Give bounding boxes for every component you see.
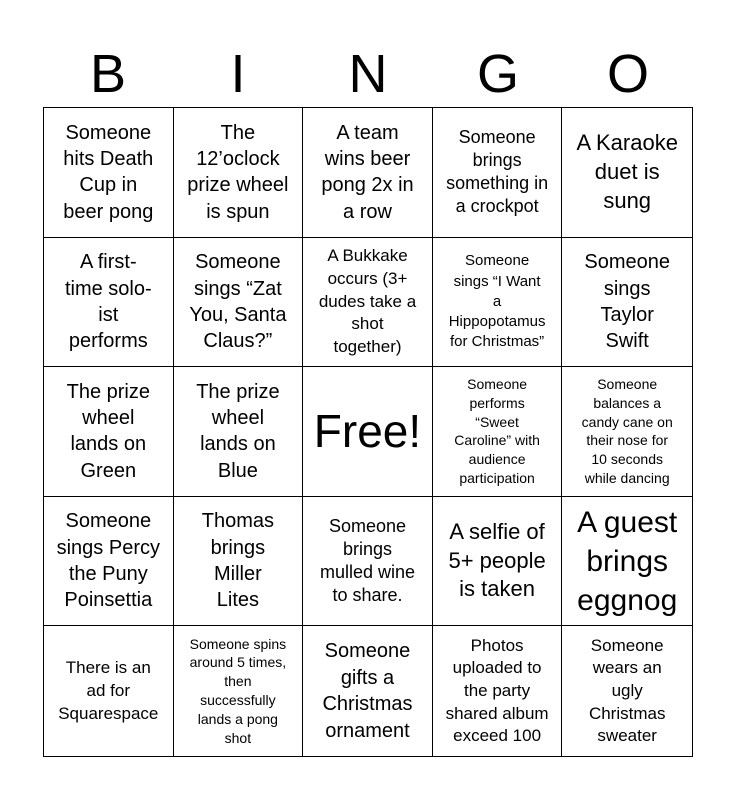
bingo-cell-text: Thomas brings Miller Lites (201, 510, 275, 612)
bingo-cell-text: A Karaoke duet is sung (576, 130, 678, 213)
bingo-header (43, 40, 693, 108)
bingo-board (43, 107, 693, 757)
bingo-cell-text: A guest brings eggnog (577, 505, 678, 617)
bingo-cell-text: Someone balances a candy cane on their nose for 10 seconds while dancing (581, 375, 673, 487)
header-letter-n: N (348, 44, 388, 104)
bingo-cell[interactable] (303, 108, 433, 238)
bingo-cell-text: Someone brings mulled wine to share. (319, 516, 416, 606)
bingo-cell-text: Someone hits Death Cup in beer pong (63, 121, 154, 223)
bingo-cell[interactable] (433, 626, 563, 756)
bingo-cell[interactable] (44, 108, 174, 238)
bingo-cell-text: The prize wheel lands on Blue (196, 380, 280, 482)
bingo-cell-text: There is an ad for Squarespace (58, 658, 159, 723)
header-letter-g: G (476, 44, 519, 104)
bingo-cell[interactable] (433, 108, 563, 238)
bingo-cell[interactable] (44, 238, 174, 368)
bingo-cell[interactable] (562, 626, 692, 756)
bingo-cell-text: Someone sings “I Want a Hippopotamus for Christmas” (448, 252, 546, 351)
bingo-cell[interactable] (562, 238, 692, 368)
bingo-cell-text: Someone sings “Zat You, Santa Claus?” (189, 251, 287, 353)
bingo-cell-text: Someone spins around 5 times, then successfully lands a pong shot (189, 635, 287, 746)
bingo-cell-text: Someone brings something in a crockpot (446, 127, 549, 217)
bingo-cell-text: A first- time solo- ist performs (64, 251, 152, 353)
bingo-cell-text: Someone sings Taylor Swift (584, 251, 670, 353)
bingo-cell-text: A Bukkake occurs (3+ dudes take a shot together) (318, 246, 417, 356)
bingo-cell[interactable] (174, 626, 304, 756)
bingo-cell[interactable] (562, 108, 692, 238)
bingo-cell[interactable] (433, 238, 563, 368)
bingo-cell[interactable] (303, 497, 433, 627)
bingo-cell[interactable] (44, 626, 174, 756)
header-letter-b: B (89, 44, 127, 104)
bingo-cell-text: Someone wears an ugly Christmas sweater (588, 635, 666, 746)
bingo-cell[interactable] (174, 367, 304, 497)
bingo-cell-text: A team wins beer pong 2x in a row (321, 121, 414, 223)
bingo-cell[interactable] (562, 497, 692, 627)
bingo-cell-text: A selfie of 5+ people is taken (448, 519, 546, 602)
bingo-cell[interactable] (44, 497, 174, 627)
header-letter-i: I (230, 44, 246, 104)
bingo-cell-text: Someone gifts a Christmas ornament (322, 640, 413, 742)
bingo-cell[interactable] (174, 238, 304, 368)
bingo-cell[interactable] (433, 497, 563, 627)
header-letter-o: O (606, 44, 649, 104)
bingo-cell-text: Photos uploaded to the party shared album exceed 100 (445, 635, 549, 746)
bingo-cell[interactable] (562, 367, 692, 497)
bingo-cell-text: Someone sings Percy the Puny Poinsettia (56, 510, 160, 612)
bingo-cell[interactable] (433, 367, 563, 497)
bingo-cell[interactable] (174, 108, 304, 238)
bingo-cell[interactable] (44, 367, 174, 497)
free-space-label: Free! (313, 405, 422, 458)
bingo-cell[interactable] (174, 497, 304, 627)
bingo-cell[interactable] (303, 626, 433, 756)
bingo-cell-text: The 12’oclock prize wheel is spun (187, 121, 289, 223)
bingo-cell-text: The prize wheel lands on Green (66, 380, 150, 482)
bingo-cell[interactable] (303, 238, 433, 368)
bingo-cell-text: Someone performs “Sweet Caroline” with audience participation (454, 375, 540, 487)
free-space-cell[interactable] (303, 367, 433, 497)
